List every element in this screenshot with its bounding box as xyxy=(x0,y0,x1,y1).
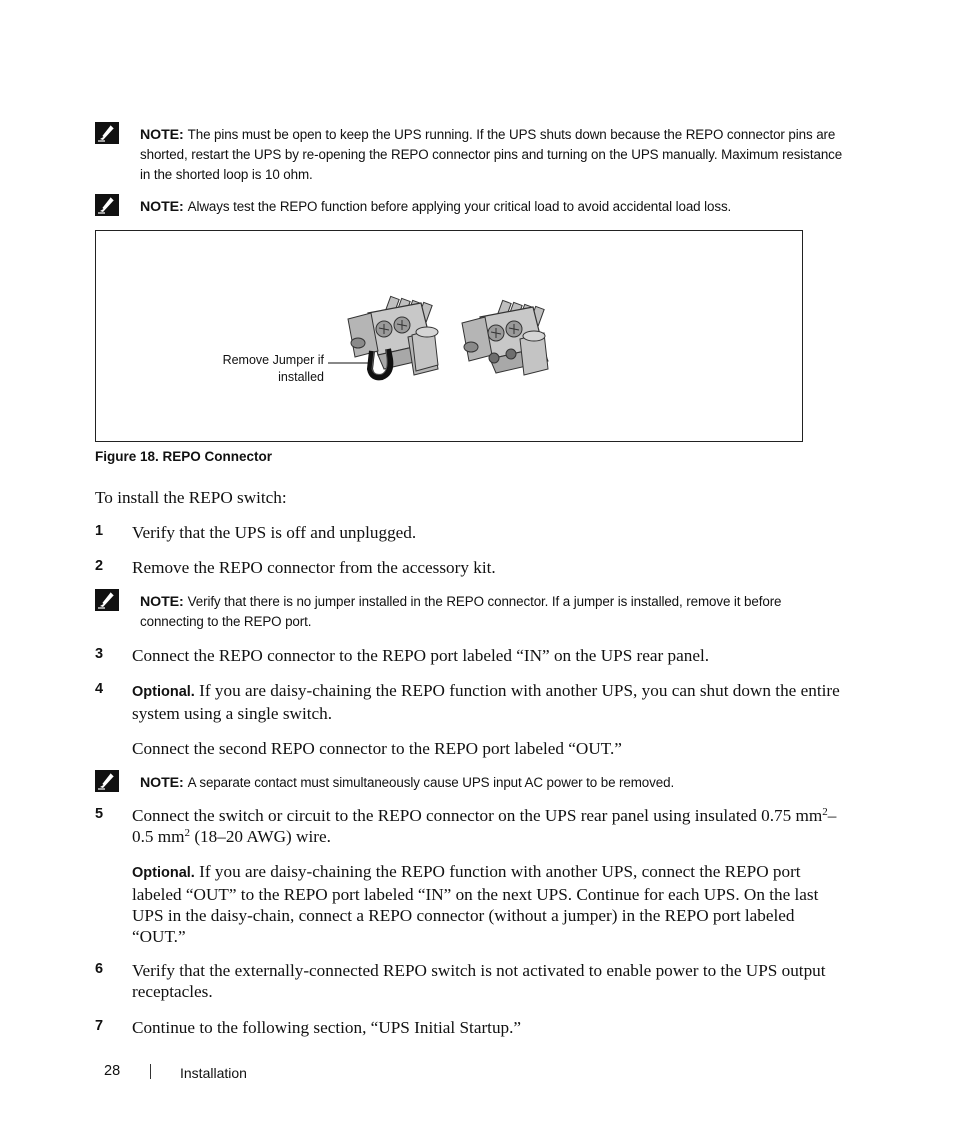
note-1 xyxy=(95,125,845,185)
repo-connector-illustration xyxy=(96,231,802,441)
footer-section-title: Installation xyxy=(180,1065,247,1081)
step-7 xyxy=(95,1017,845,1038)
figure-caption: Figure 18. REPO Connector xyxy=(95,449,273,464)
step-text: Connect the REPO connector to the REPO port labeled “IN” on the UPS rear panel. xyxy=(132,646,710,665)
step-number: 2 xyxy=(95,558,104,574)
note-label: NOTE: xyxy=(140,594,184,610)
page-number: 28 xyxy=(104,1063,121,1079)
note-3 xyxy=(95,592,845,632)
step-text: Verify that the UPS is off and unplugged. xyxy=(132,523,417,542)
step-text: If you are daisy-chaining the REPO function with another UPS, you can shut down the entire system using a single switch. xyxy=(132,681,840,723)
step-subtext: Connect the second REPO connector to the REPO port labeled “OUT.” xyxy=(132,739,622,758)
superscript: 2 xyxy=(822,806,828,818)
step-1 xyxy=(95,522,845,543)
note-text: The pins must be open to keep the UPS running. If the UPS shuts down because the REPO connector pins are shorted, restart the UPS by re-opening the REPO connector pins and turning on the UPS manually. Maximum resistance in the shorted loop is 10 ohm. xyxy=(140,127,843,182)
step-2 xyxy=(95,557,845,578)
jumper-callout-line1: Remove Jumper if xyxy=(222,353,324,367)
step-3 xyxy=(95,645,845,666)
step-subtext: If you are daisy-chaining the REPO function with another UPS, connect the REPO port labeled “OUT” to the REPO port labeled “IN” on the next UPS. Continue for each UPS. On the last UPS in the daisy-chain, connect a REPO connector (without a jumper) in the REPO port labeled “OUT.” xyxy=(132,862,819,946)
note-label: NOTE: xyxy=(140,775,184,791)
note-label: NOTE: xyxy=(140,199,184,215)
note-pencil-icon xyxy=(95,122,119,144)
intro-text: To install the REPO switch: xyxy=(95,488,287,507)
step-text: Remove the REPO connector from the accessory kit. xyxy=(132,558,496,577)
step-text: Continue to the following section, “UPS Initial Startup.” xyxy=(132,1018,522,1037)
note-2 xyxy=(95,197,845,217)
note-text: Always test the REPO function before applying your critical load to avoid accidental load loss. xyxy=(187,199,732,214)
note-pencil-icon xyxy=(95,589,119,611)
step-6 xyxy=(95,960,845,1002)
note-pencil-icon xyxy=(95,770,119,792)
connector-with-jumper xyxy=(348,296,438,377)
note-label: NOTE: xyxy=(140,127,184,143)
note-4 xyxy=(95,773,845,793)
step-number: 3 xyxy=(95,646,104,662)
step-number: 4 xyxy=(95,681,104,697)
step-text: Verify that the externally-connected REPO switch is not activated to enable power to the UPS output receptacles. xyxy=(132,961,826,1001)
step-5 xyxy=(95,805,845,947)
figure-repo-connector xyxy=(95,230,803,442)
connector-without-jumper xyxy=(462,300,548,375)
superscript: 2 xyxy=(184,827,191,839)
step-number: 7 xyxy=(95,1018,104,1034)
footer-divider xyxy=(150,1064,151,1079)
note-text: Verify that there is no jumper installed in the REPO connector. If a jumper is installed, remove it before connecting to the REPO port. xyxy=(140,594,782,629)
step-number: 1 xyxy=(95,523,104,539)
optional-label: Optional. xyxy=(132,684,195,700)
step-number: 6 xyxy=(95,961,104,977)
note-pencil-icon xyxy=(95,194,119,216)
step-text: (18–20 AWG) wire. xyxy=(190,827,331,846)
optional-label: Optional. xyxy=(132,865,195,881)
jumper-callout xyxy=(196,352,324,386)
step-number: 5 xyxy=(95,806,104,822)
step-text: Connect the switch or circuit to the REPO connector on the UPS rear panel using insulated 0.75 mm xyxy=(132,806,823,825)
note-text: A separate contact must simultaneously cause UPS input AC power to be removed. xyxy=(187,775,675,790)
step-text: –0.5 mm xyxy=(132,806,837,846)
step-4 xyxy=(95,680,845,759)
jumper-callout-line2: installed xyxy=(278,370,324,384)
